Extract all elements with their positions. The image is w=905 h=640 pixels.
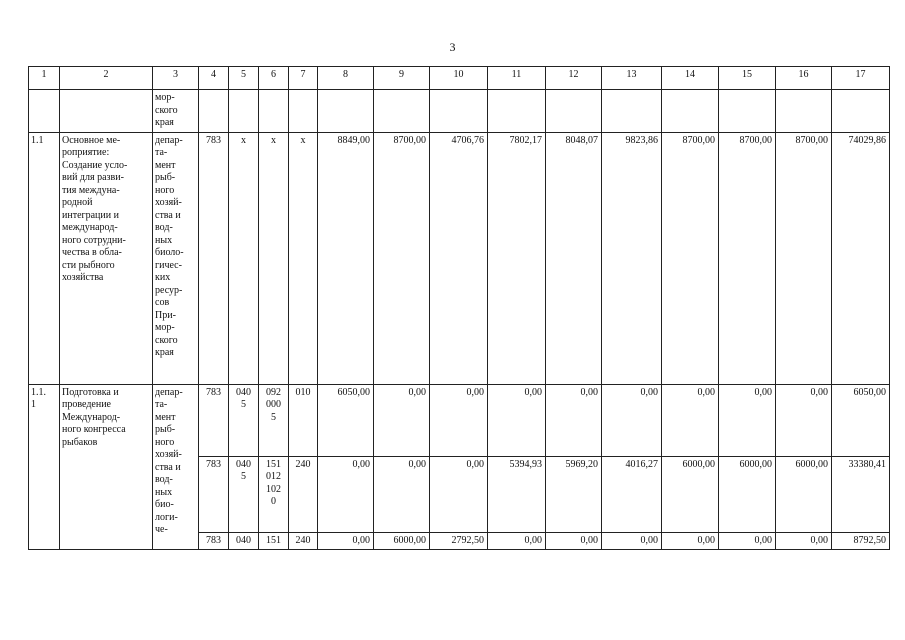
row-number: 1.1 [29, 132, 60, 384]
value-cell: 0,00 [318, 456, 374, 532]
value-cell: 8849,00 [318, 132, 374, 384]
code-cell: x [229, 132, 259, 384]
value-cell: 6050,00 [832, 384, 890, 456]
header-cell: 8 [318, 67, 374, 90]
header-cell: 12 [546, 67, 602, 90]
value-cell: 4016,27 [602, 456, 662, 532]
header-cell: 5 [229, 67, 259, 90]
table-row-1-1-1 [29, 384, 890, 456]
value-cell: 6050,00 [318, 384, 374, 456]
code-cell: 240 [289, 456, 318, 532]
table-cell [259, 90, 289, 133]
code-cell: 783 [199, 532, 229, 550]
value-cell: 6000,00 [662, 456, 719, 532]
value-cell: 8792,50 [832, 532, 890, 550]
table-cell [60, 90, 153, 133]
executor-cell: депар- та- мент рыб- ного хозяй- ства и вод- ных био- логи- че- [153, 384, 199, 550]
table-cell [776, 90, 832, 133]
header-cell: 11 [488, 67, 546, 90]
value-cell: 5394,93 [488, 456, 546, 532]
table-cell [199, 90, 229, 133]
value-cell: 9823,86 [602, 132, 662, 384]
header-row [29, 67, 890, 90]
header-cell: 16 [776, 67, 832, 90]
value-cell: 0,00 [776, 532, 832, 550]
continuation-row [29, 90, 890, 133]
value-cell: 0,00 [430, 384, 488, 456]
value-cell: 2792,50 [430, 532, 488, 550]
executor-cell: мор- ского края [153, 90, 199, 133]
code-cell: 151 012 102 0 [259, 456, 289, 532]
code-cell: 040 5 [229, 456, 259, 532]
value-cell: 0,00 [546, 532, 602, 550]
value-cell: 0,00 [430, 456, 488, 532]
code-cell: 010 [289, 384, 318, 456]
value-cell: 0,00 [602, 532, 662, 550]
row-number: 1.1. 1 [29, 384, 60, 550]
value-cell: 7802,17 [488, 132, 546, 384]
value-cell: 6000,00 [776, 456, 832, 532]
activity-name: Подготовка и проведение Международ- ного конгресса рыбаков [60, 384, 153, 550]
budget-table [28, 66, 890, 550]
table-cell [546, 90, 602, 133]
value-cell: 4706,76 [430, 132, 488, 384]
header-cell: 7 [289, 67, 318, 90]
table-cell [430, 90, 488, 133]
value-cell: 0,00 [602, 384, 662, 456]
table-cell [719, 90, 776, 133]
header-cell: 9 [374, 67, 430, 90]
code-cell: 151 [259, 532, 289, 550]
value-cell: 0,00 [488, 384, 546, 456]
table-cell [602, 90, 662, 133]
value-cell: 8048,07 [546, 132, 602, 384]
value-cell: 74029,86 [832, 132, 890, 384]
table-cell [488, 90, 546, 133]
header-cell: 14 [662, 67, 719, 90]
code-cell: 040 5 [229, 384, 259, 456]
table-cell [832, 90, 890, 133]
code-cell: x [289, 132, 318, 384]
value-cell: 0,00 [719, 532, 776, 550]
table-cell [289, 90, 318, 133]
value-cell: 0,00 [488, 532, 546, 550]
value-cell: 8700,00 [719, 132, 776, 384]
page-number: 3 [449, 40, 456, 54]
value-cell: 8700,00 [776, 132, 832, 384]
code-cell: 092 000 5 [259, 384, 289, 456]
table-cell [374, 90, 430, 133]
header-cell: 15 [719, 67, 776, 90]
table-cell [318, 90, 374, 133]
value-cell: 0,00 [318, 532, 374, 550]
value-cell: 6000,00 [374, 532, 430, 550]
table-cell [229, 90, 259, 133]
code-cell: 783 [199, 384, 229, 456]
header-cell: 10 [430, 67, 488, 90]
value-cell: 0,00 [662, 384, 719, 456]
value-cell: 6000,00 [719, 456, 776, 532]
table-row-1-1 [29, 132, 890, 384]
code-cell: 040 [229, 532, 259, 550]
value-cell: 0,00 [662, 532, 719, 550]
code-cell: 783 [199, 456, 229, 532]
executor-cell: депар- та- мент рыб- ного хозяй- ства и вод- ных биоло- гичес- ких ресур- сов При- мор- ского края [153, 132, 199, 384]
header-cell: 6 [259, 67, 289, 90]
value-cell: 8700,00 [662, 132, 719, 384]
code-cell: x [259, 132, 289, 384]
value-cell: 0,00 [374, 456, 430, 532]
code-cell: 783 [199, 132, 229, 384]
header-cell: 13 [602, 67, 662, 90]
header-cell: 1 [29, 67, 60, 90]
value-cell: 0,00 [776, 384, 832, 456]
value-cell: 0,00 [719, 384, 776, 456]
value-cell: 0,00 [546, 384, 602, 456]
code-cell: 240 [289, 532, 318, 550]
activity-name: Основное ме- роприятие: Создание усло- вий для разви- тия междуна- родной интеграции и международ- ного сотрудни- чества в обла- сти рыбного хозяйства [60, 132, 153, 384]
value-cell: 33380,41 [832, 456, 890, 532]
table-cell [662, 90, 719, 133]
header-cell: 2 [60, 67, 153, 90]
table-cell [29, 90, 60, 133]
value-cell: 8700,00 [374, 132, 430, 384]
header-cell: 4 [199, 67, 229, 90]
header-cell: 3 [153, 67, 199, 90]
value-cell: 5969,20 [546, 456, 602, 532]
value-cell: 0,00 [374, 384, 430, 456]
header-cell: 17 [832, 67, 890, 90]
